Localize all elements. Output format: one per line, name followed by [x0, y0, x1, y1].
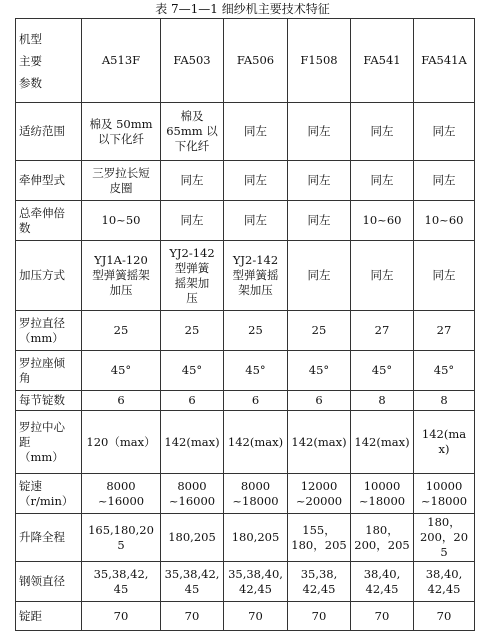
header-param-cell: 机型 主要 参数 [16, 19, 82, 103]
param-cell: 适纺范围 [16, 103, 82, 161]
value-cell: 70 [161, 602, 224, 631]
value-cell: 45° [414, 351, 475, 391]
value-cell: 同左 [161, 201, 224, 241]
value-cell: 45° [351, 351, 414, 391]
value-cell: 同左 [414, 241, 475, 311]
value-cell: 同左 [351, 161, 414, 201]
spec-table [15, 18, 475, 631]
header-row [16, 19, 475, 103]
value-cell: 8 [414, 391, 475, 411]
value-cell: 同左 [288, 161, 351, 201]
param-cell: 升降全程 [16, 514, 82, 562]
value-cell: 同左 [288, 201, 351, 241]
value-cell: 45° [288, 351, 351, 391]
value-cell: 38,40, 42,45 [351, 562, 414, 602]
param-cell: 钢领直径 [16, 562, 82, 602]
value-cell: 12000 ~20000 [288, 474, 351, 514]
value-cell: 10~50 [82, 201, 161, 241]
value-cell: 棉及 65mm 以 下化纤 [161, 103, 224, 161]
table-row [16, 201, 475, 241]
value-cell: 10000 ~18000 [414, 474, 475, 514]
param-cell: 罗拉座倾 角 [16, 351, 82, 391]
table-row [16, 514, 475, 562]
value-cell: 同左 [224, 161, 288, 201]
param-cell: 罗拉直径 （mm） [16, 311, 82, 351]
value-cell: 142(max) [288, 411, 351, 474]
table-row [16, 241, 475, 311]
header-model-cell: F1508 [288, 19, 351, 103]
param-cell: 每节锭数 [16, 391, 82, 411]
value-cell: 45° [82, 351, 161, 391]
value-cell: 180， 200，205 [414, 514, 475, 562]
value-cell: YJ2-142 型弹簧 摇架加 压 [161, 241, 224, 311]
value-cell: 35,38, 42,45 [288, 562, 351, 602]
param-cell: 总牵伸倍 数 [16, 201, 82, 241]
value-cell: 8000 ~16000 [82, 474, 161, 514]
spec-table-body [16, 19, 475, 631]
value-cell: 180,205 [161, 514, 224, 562]
value-cell: 45° [224, 351, 288, 391]
value-cell: 同左 [351, 103, 414, 161]
value-cell: 棉及 50mm 以下化纤 [82, 103, 161, 161]
value-cell: 6 [161, 391, 224, 411]
param-cell: 牵伸型式 [16, 161, 82, 201]
value-cell: YJ1A-120 型弹簧摇架 加压 [82, 241, 161, 311]
value-cell: 同左 [224, 201, 288, 241]
value-cell: 35,38,42, 45 [82, 562, 161, 602]
value-cell: 同左 [161, 161, 224, 201]
header-model-cell: FA503 [161, 19, 224, 103]
value-cell: 142(max) [351, 411, 414, 474]
table-row [16, 391, 475, 411]
value-cell: 10~60 [351, 201, 414, 241]
table-row [16, 474, 475, 514]
value-cell: 同左 [414, 161, 475, 201]
value-cell: 同左 [288, 103, 351, 161]
value-cell: 三罗拉长短 皮圈 [82, 161, 161, 201]
table-row [16, 602, 475, 631]
value-cell: 25 [161, 311, 224, 351]
value-cell: 70 [288, 602, 351, 631]
value-cell: 70 [224, 602, 288, 631]
param-cell: 锭距 [16, 602, 82, 631]
value-cell: 同左 [288, 241, 351, 311]
value-cell: 155， 180，205 [288, 514, 351, 562]
value-cell: 25 [82, 311, 161, 351]
header-model-cell: A513F [82, 19, 161, 103]
value-cell: 142(max) [224, 411, 288, 474]
value-cell: 70 [82, 602, 161, 631]
value-cell: 同左 [351, 241, 414, 311]
param-cell: 锭速 （r/min） [16, 474, 82, 514]
value-cell: 25 [288, 311, 351, 351]
value-cell: 35,38,42, 45 [161, 562, 224, 602]
value-cell: 6 [82, 391, 161, 411]
value-cell: 10000 ~18000 [351, 474, 414, 514]
table-row [16, 103, 475, 161]
value-cell: 142(max) [161, 411, 224, 474]
table-row [16, 351, 475, 391]
value-cell: 70 [414, 602, 475, 631]
value-cell: 6 [288, 391, 351, 411]
value-cell: 10~60 [414, 201, 475, 241]
table-row [16, 311, 475, 351]
table-row [16, 161, 475, 201]
value-cell: 25 [224, 311, 288, 351]
header-model-cell: FA541 [351, 19, 414, 103]
value-cell: 165,180,205 [82, 514, 161, 562]
value-cell: 27 [414, 311, 475, 351]
value-cell: YJ2-142 型弹簧摇 架加压 [224, 241, 288, 311]
param-cell: 罗拉中心 距 （mm） [16, 411, 82, 474]
value-cell: 142(max) [414, 411, 475, 474]
value-cell: 8000 ~16000 [161, 474, 224, 514]
value-cell: 38,40, 42,45 [414, 562, 475, 602]
value-cell: 同左 [414, 103, 475, 161]
value-cell: 8000 ~18000 [224, 474, 288, 514]
value-cell: 180,205 [224, 514, 288, 562]
value-cell: 70 [351, 602, 414, 631]
value-cell: 同左 [224, 103, 288, 161]
header-model-cell: FA541A [414, 19, 475, 103]
table-row [16, 411, 475, 474]
value-cell: 35,38,40, 42,45 [224, 562, 288, 602]
param-cell: 加压方式 [16, 241, 82, 311]
table-row [16, 562, 475, 602]
table-caption: 表 7—1—1 细纱机主要技术特征 [155, 2, 330, 16]
value-cell: 6 [224, 391, 288, 411]
value-cell: 27 [351, 311, 414, 351]
value-cell: 8 [351, 391, 414, 411]
header-model-cell: FA506 [224, 19, 288, 103]
value-cell: 45° [161, 351, 224, 391]
value-cell: 120（max） [82, 411, 161, 474]
value-cell: 180， 200，205 [351, 514, 414, 562]
